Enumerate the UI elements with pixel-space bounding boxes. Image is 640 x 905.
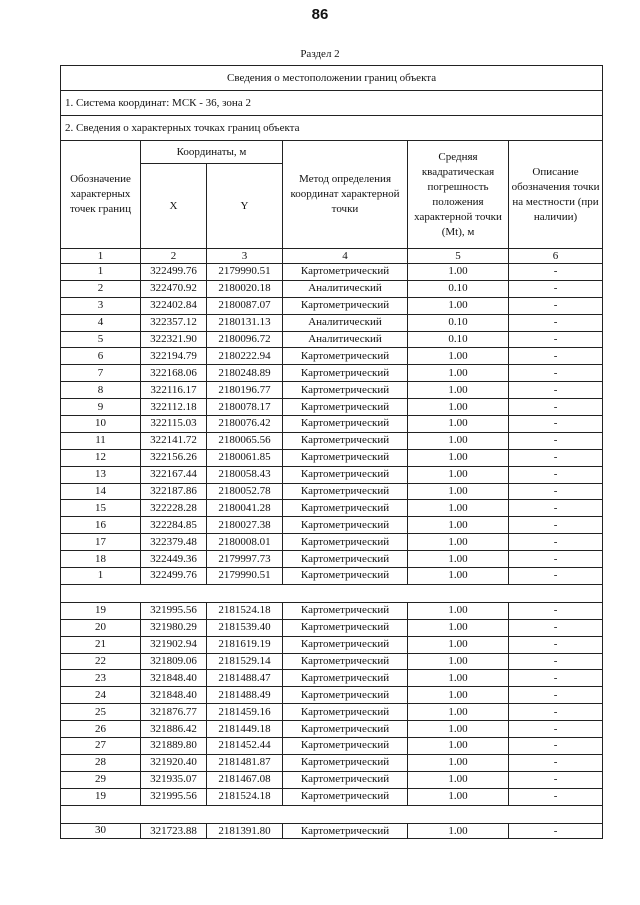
error-mt-cell: 1.00 <box>408 704 509 721</box>
table-row <box>61 399 603 416</box>
separator-cell <box>61 584 603 602</box>
point-id-cell: 19 <box>61 788 141 805</box>
error-mt-cell: 1.00 <box>408 771 509 788</box>
coord-y-cell: 2180058.43 <box>207 466 283 483</box>
coord-y-cell: 2180065.56 <box>207 432 283 449</box>
method-cell: Картометрический <box>283 517 408 534</box>
method-cell: Картометрический <box>283 551 408 568</box>
error-mt-cell: 0.10 <box>408 280 509 297</box>
method-cell: Картометрический <box>283 399 408 416</box>
coord-y-cell: 2181539.40 <box>207 619 283 636</box>
point-id-cell: 11 <box>61 432 141 449</box>
error-mt-cell: 1.00 <box>408 264 509 281</box>
description-cell: - <box>509 432 603 449</box>
coord-x-cell: 322194.79 <box>141 348 207 365</box>
description-cell: - <box>509 297 603 314</box>
method-cell: Картометрический <box>283 382 408 399</box>
coord-x-cell: 321935.07 <box>141 771 207 788</box>
point-id-cell: 1 <box>61 568 141 585</box>
description-cell: - <box>509 619 603 636</box>
description-cell: - <box>509 687 603 704</box>
error-mt-cell: 0.10 <box>408 314 509 331</box>
table-row <box>61 297 603 314</box>
coord-x-cell: 322321.90 <box>141 331 207 348</box>
error-mt-cell: 1.00 <box>408 687 509 704</box>
coord-y-cell: 2181449.18 <box>207 721 283 738</box>
description-cell: - <box>509 331 603 348</box>
error-mt-cell: 1.00 <box>408 432 509 449</box>
table-row <box>61 314 603 331</box>
table-row <box>61 670 603 687</box>
error-mt-cell: 1.00 <box>408 449 509 466</box>
table-row <box>61 331 603 348</box>
table-row <box>61 619 603 636</box>
coord-y-cell: 2180222.94 <box>207 348 283 365</box>
point-id-cell: 8 <box>61 382 141 399</box>
point-id-cell: 23 <box>61 670 141 687</box>
point-id-cell: 13 <box>61 466 141 483</box>
error-mt-cell: 1.00 <box>408 534 509 551</box>
column-number: 6 <box>509 249 603 264</box>
error-mt-cell: 1.00 <box>408 670 509 687</box>
coord-y-cell: 2181529.14 <box>207 653 283 670</box>
error-mt-cell: 1.00 <box>408 297 509 314</box>
table-row <box>61 704 603 721</box>
description-cell: - <box>509 348 603 365</box>
description-cell: - <box>509 449 603 466</box>
coord-y-cell: 2181524.18 <box>207 788 283 805</box>
point-id-cell: 15 <box>61 500 141 517</box>
error-mt-cell: 1.00 <box>408 823 509 838</box>
description-cell: - <box>509 788 603 805</box>
table-row <box>61 432 603 449</box>
point-id-cell: 27 <box>61 738 141 755</box>
coord-y-cell: 2181524.18 <box>207 602 283 619</box>
header-method: Метод определения координат характерной точки <box>283 141 408 249</box>
error-mt-cell: 1.00 <box>408 636 509 653</box>
coord-y-cell: 2180131.13 <box>207 314 283 331</box>
header-description: Описание обозначения точки на местности (при наличии) <box>509 141 603 249</box>
method-cell: Картометрический <box>283 534 408 551</box>
method-cell: Аналитический <box>283 314 408 331</box>
coord-x-cell: 321848.40 <box>141 687 207 704</box>
coord-y-cell: 2180076.42 <box>207 416 283 433</box>
coord-y-cell: 2179990.51 <box>207 568 283 585</box>
coord-y-cell: 2180041.28 <box>207 500 283 517</box>
separator-row <box>61 805 603 823</box>
error-mt-cell: 1.00 <box>408 619 509 636</box>
error-mt-cell: 1.00 <box>408 399 509 416</box>
table-row <box>61 687 603 704</box>
method-cell: Картометрический <box>283 687 408 704</box>
coord-y-cell: 2180020.18 <box>207 280 283 297</box>
method-cell: Картометрический <box>283 365 408 382</box>
coord-system-row <box>61 91 603 116</box>
coord-x-cell: 322379.48 <box>141 534 207 551</box>
point-id-cell: 9 <box>61 399 141 416</box>
coordinates-table <box>60 65 603 839</box>
method-cell: Картометрический <box>283 483 408 500</box>
description-cell: - <box>509 636 603 653</box>
point-id-cell: 12 <box>61 449 141 466</box>
coord-x-cell: 321995.56 <box>141 788 207 805</box>
point-id-cell: 20 <box>61 619 141 636</box>
point-id-cell: 28 <box>61 754 141 771</box>
error-mt-cell: 1.00 <box>408 602 509 619</box>
method-cell: Картометрический <box>283 264 408 281</box>
table-row <box>61 517 603 534</box>
coord-y-cell: 2180008.01 <box>207 534 283 551</box>
coord-x-cell: 322112.18 <box>141 399 207 416</box>
method-cell: Картометрический <box>283 704 408 721</box>
table-row <box>61 449 603 466</box>
coord-x-cell: 322116.17 <box>141 382 207 399</box>
table-row <box>61 754 603 771</box>
method-cell: Картометрический <box>283 348 408 365</box>
error-mt-cell: 1.00 <box>408 738 509 755</box>
method-cell: Картометрический <box>283 788 408 805</box>
point-id-cell: 19 <box>61 602 141 619</box>
table-row <box>61 500 603 517</box>
coord-x-cell: 322402.84 <box>141 297 207 314</box>
coord-x-cell: 322156.26 <box>141 449 207 466</box>
description-cell: - <box>509 704 603 721</box>
point-id-cell: 18 <box>61 551 141 568</box>
coord-x-cell: 321876.77 <box>141 704 207 721</box>
description-cell: - <box>509 602 603 619</box>
coord-x-cell: 322168.06 <box>141 365 207 382</box>
coord-x-cell: 322449.36 <box>141 551 207 568</box>
coord-y-cell: 2179990.51 <box>207 264 283 281</box>
table-row <box>61 771 603 788</box>
point-id-cell: 22 <box>61 653 141 670</box>
coord-x-cell: 321886.42 <box>141 721 207 738</box>
table-row <box>61 382 603 399</box>
method-cell: Картометрический <box>283 738 408 755</box>
method-cell: Картометрический <box>283 432 408 449</box>
header-x: X <box>141 164 207 249</box>
table-row <box>61 416 603 433</box>
error-mt-cell: 1.00 <box>408 568 509 585</box>
coord-y-cell: 2179997.73 <box>207 551 283 568</box>
method-cell: Картометрический <box>283 500 408 517</box>
error-mt-cell: 1.00 <box>408 788 509 805</box>
description-cell: - <box>509 382 603 399</box>
header-designation: Обозначение характерных точек границ <box>61 141 141 249</box>
coord-y-cell: 2181391.80 <box>207 823 283 838</box>
coord-y-cell: 2181452.44 <box>207 738 283 755</box>
description-cell: - <box>509 280 603 297</box>
point-id-cell: 5 <box>61 331 141 348</box>
coord-x-cell: 321848.40 <box>141 670 207 687</box>
coord-system-label: 1. Система координат: МСК - 36, зона 2 <box>61 91 603 116</box>
table-row <box>61 568 603 585</box>
table-row <box>61 264 603 281</box>
column-number: 2 <box>141 249 207 264</box>
description-cell: - <box>509 314 603 331</box>
coord-y-cell: 2181467.08 <box>207 771 283 788</box>
coord-y-cell: 2181459.16 <box>207 704 283 721</box>
column-number: 5 <box>408 249 509 264</box>
coord-y-cell: 2180052.78 <box>207 483 283 500</box>
table-row <box>61 636 603 653</box>
point-id-cell: 24 <box>61 687 141 704</box>
column-number: 1 <box>61 249 141 264</box>
table-row <box>61 466 603 483</box>
table-title: Сведения о местоположении границ объекта <box>61 66 603 91</box>
points-heading-row <box>61 116 603 141</box>
column-number: 3 <box>207 249 283 264</box>
column-number: 4 <box>283 249 408 264</box>
description-cell: - <box>509 738 603 755</box>
method-cell: Картометрический <box>283 466 408 483</box>
coord-y-cell: 2181488.49 <box>207 687 283 704</box>
coord-y-cell: 2180061.85 <box>207 449 283 466</box>
description-cell: - <box>509 399 603 416</box>
coord-x-cell: 321902.94 <box>141 636 207 653</box>
table-row <box>61 365 603 382</box>
points-heading: 2. Сведения о характерных точках границ объекта <box>61 116 603 141</box>
coord-x-cell: 322115.03 <box>141 416 207 433</box>
description-cell: - <box>509 517 603 534</box>
coord-x-cell: 322167.44 <box>141 466 207 483</box>
coord-y-cell: 2180248.89 <box>207 365 283 382</box>
point-id-cell: 2 <box>61 280 141 297</box>
error-mt-cell: 1.00 <box>408 517 509 534</box>
method-cell: Картометрический <box>283 754 408 771</box>
error-mt-cell: 1.00 <box>408 500 509 517</box>
coord-x-cell: 322141.72 <box>141 432 207 449</box>
coord-y-cell: 2180087.07 <box>207 297 283 314</box>
column-number-row <box>61 249 603 264</box>
description-cell: - <box>509 365 603 382</box>
method-cell: Картометрический <box>283 297 408 314</box>
header-coordinates: Координаты, м <box>141 141 283 164</box>
header-y: Y <box>207 164 283 249</box>
error-mt-cell: 1.00 <box>408 466 509 483</box>
coord-x-cell: 322499.76 <box>141 264 207 281</box>
method-cell: Картометрический <box>283 568 408 585</box>
table-row <box>61 551 603 568</box>
coord-y-cell: 2181481.87 <box>207 754 283 771</box>
table-row <box>61 823 603 838</box>
description-cell: - <box>509 264 603 281</box>
point-id-cell: 3 <box>61 297 141 314</box>
coord-y-cell: 2181619.19 <box>207 636 283 653</box>
description-cell: - <box>509 534 603 551</box>
table-row <box>61 653 603 670</box>
method-cell: Аналитический <box>283 331 408 348</box>
table-row <box>61 348 603 365</box>
point-id-cell: 26 <box>61 721 141 738</box>
point-id-cell: 30 <box>61 823 141 838</box>
table-row <box>61 602 603 619</box>
description-cell: - <box>509 754 603 771</box>
method-cell: Картометрический <box>283 416 408 433</box>
point-id-cell: 10 <box>61 416 141 433</box>
point-id-cell: 29 <box>61 771 141 788</box>
description-cell: - <box>509 771 603 788</box>
error-mt-cell: 0.10 <box>408 331 509 348</box>
point-id-cell: 1 <box>61 264 141 281</box>
description-cell: - <box>509 466 603 483</box>
point-id-cell: 4 <box>61 314 141 331</box>
error-mt-cell: 1.00 <box>408 382 509 399</box>
coord-x-cell: 321889.80 <box>141 738 207 755</box>
table-row <box>61 483 603 500</box>
table-row <box>61 738 603 755</box>
description-cell: - <box>509 823 603 838</box>
method-cell: Аналитический <box>283 280 408 297</box>
description-cell: - <box>509 500 603 517</box>
coord-y-cell: 2180196.77 <box>207 382 283 399</box>
method-cell: Картометрический <box>283 619 408 636</box>
point-id-cell: 7 <box>61 365 141 382</box>
coord-y-cell: 2180078.17 <box>207 399 283 416</box>
point-id-cell: 16 <box>61 517 141 534</box>
table-title-row <box>61 66 603 91</box>
error-mt-cell: 1.00 <box>408 348 509 365</box>
method-cell: Картометрический <box>283 721 408 738</box>
point-id-cell: 6 <box>61 348 141 365</box>
description-cell: - <box>509 416 603 433</box>
error-mt-cell: 1.00 <box>408 416 509 433</box>
table-row <box>61 280 603 297</box>
coord-x-cell: 321995.56 <box>141 602 207 619</box>
point-id-cell: 21 <box>61 636 141 653</box>
coord-x-cell: 322470.92 <box>141 280 207 297</box>
table-row <box>61 721 603 738</box>
method-cell: Картометрический <box>283 771 408 788</box>
point-id-cell: 25 <box>61 704 141 721</box>
coord-x-cell: 322499.76 <box>141 568 207 585</box>
error-mt-cell: 1.00 <box>408 754 509 771</box>
point-id-cell: 14 <box>61 483 141 500</box>
method-cell: Картометрический <box>283 449 408 466</box>
error-mt-cell: 1.00 <box>408 721 509 738</box>
point-id-cell: 17 <box>61 534 141 551</box>
coord-y-cell: 2181488.47 <box>207 670 283 687</box>
coord-x-cell: 322284.85 <box>141 517 207 534</box>
error-mt-cell: 1.00 <box>408 365 509 382</box>
coord-x-cell: 322187.86 <box>141 483 207 500</box>
method-cell: Картометрический <box>283 653 408 670</box>
coord-x-cell: 322357.12 <box>141 314 207 331</box>
header-error: Средняя квадратическая погрешность положения характерной точки (Mt), м <box>408 141 509 249</box>
method-cell: Картометрический <box>283 670 408 687</box>
error-mt-cell: 1.00 <box>408 653 509 670</box>
header-row-top <box>61 141 603 164</box>
coord-x-cell: 321809.06 <box>141 653 207 670</box>
section-label: Раздел 2 <box>300 48 340 60</box>
coord-x-cell: 321980.29 <box>141 619 207 636</box>
description-cell: - <box>509 551 603 568</box>
coord-x-cell: 322228.28 <box>141 500 207 517</box>
page-number: 86 <box>311 6 329 23</box>
coord-x-cell: 321723.88 <box>141 823 207 838</box>
separator-row <box>61 584 603 602</box>
coord-x-cell: 321920.40 <box>141 754 207 771</box>
description-cell: - <box>509 653 603 670</box>
table-row <box>61 788 603 805</box>
description-cell: - <box>509 721 603 738</box>
error-mt-cell: 1.00 <box>408 551 509 568</box>
method-cell: Картометрический <box>283 636 408 653</box>
coord-y-cell: 2180027.38 <box>207 517 283 534</box>
method-cell: Картометрический <box>283 823 408 838</box>
table-row <box>61 534 603 551</box>
coord-y-cell: 2180096.72 <box>207 331 283 348</box>
description-cell: - <box>509 670 603 687</box>
description-cell: - <box>509 483 603 500</box>
description-cell: - <box>509 568 603 585</box>
method-cell: Картометрический <box>283 602 408 619</box>
error-mt-cell: 1.00 <box>408 483 509 500</box>
separator-cell <box>61 805 603 823</box>
